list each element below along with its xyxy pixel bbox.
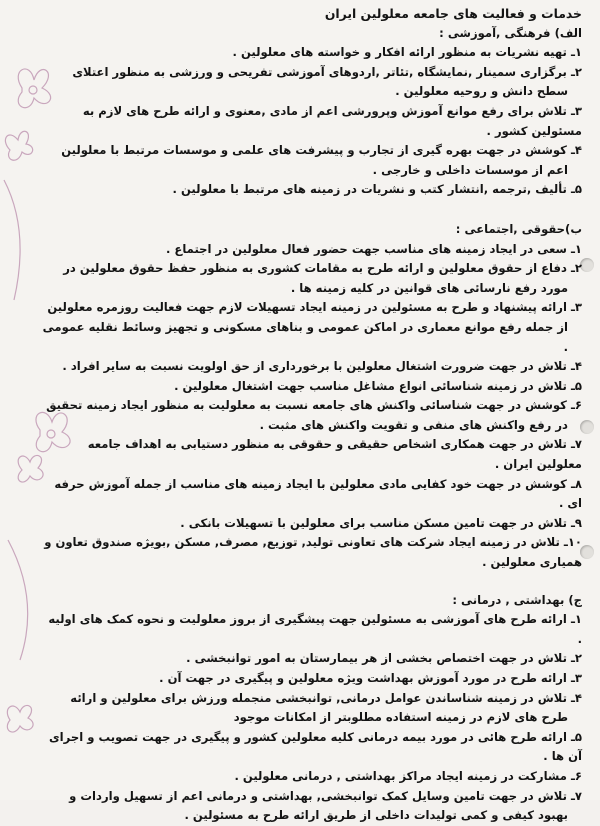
list-item: ۹ـ تلاش در جهت تامین مسکن مناسب برای معلولین با تسهیلات بانکی . bbox=[180, 515, 582, 530]
list-item: ۸ـ کوشش در جهت خود کفایی مادی معلولین با ایجاد زمینه های مناسب از جمله آموزش حرفه ای . bbox=[54, 476, 582, 511]
list-item: ۵ـ ارائه طرح هائی در مورد بیمه درمانی کلیه معلولین کشور و پیگیری در جهت تصویب و اجرای آن ها . bbox=[49, 729, 582, 764]
list-item: ۱ـ تهیه نشریات به منظور ارائه افکار و خواسته های معلولین . bbox=[232, 45, 582, 60]
list-item: ۷ـ تلاش در جهت تامین وسایل کمک توانبخشی, بهداشتی و درمانی اعم از تسهیل واردات و بهبود کیفی و کمی تولیدات داخلی از طریق ارائه طرح به مسئولین . bbox=[69, 788, 582, 823]
list-item: ۱ـ ارائه طرح های آموزشی به مسئولین جهت پیشگیری از بروز معلولیت و نحوه کمک های اولیه . bbox=[48, 612, 582, 646]
list-item: ۶ـ مشارکت در زمینه ایجاد مراکز بهداشتی , درمانی معلولین . bbox=[234, 768, 582, 783]
page-title: خدمات و فعالیت های جامعه معلولین ایران bbox=[324, 6, 582, 21]
list-item: ۵ـ تلاش در زمینه شناسائی انواع مشاغل مناسب جهت اشتغال معلولین . bbox=[174, 378, 582, 393]
binder-hole bbox=[580, 258, 594, 272]
list-item: ۳ـ تلاش برای رفع موانع آموزش وپرورشی اعم از مادی ,معنوی و ارائه طرح های لازم به مسئولین کشور . bbox=[82, 103, 582, 138]
section-heading: الف) فرهنگی ,آموزشی : bbox=[439, 25, 582, 40]
document-body bbox=[40, 4, 582, 826]
list-item: ۲ـ تلاش در جهت اختصاص بخشی از هر بیمارستان به امور توانبخشی . bbox=[186, 651, 582, 666]
list-item: ۲ـ دفاع از حقوق معلولین و ارائه طرح به مقامات کشوری به منظور حفظ حقوق معلولین در مورد رفع نارسائی های قوانین در کلیه زمینه ها . bbox=[63, 261, 582, 295]
list-item: ۴ـ کوشش در جهت بهره گیری از تجارب و پیشرفت های علمی و موسسات مرتبط با معلولین اعم از موسسات داخلی و خارجی . bbox=[61, 143, 582, 177]
list-item: ۴ـ تلاش در جهت ضرورت اشتغال معلولین با برخورداری از حق اولویت نسبت به سایر افراد . bbox=[62, 359, 582, 374]
list-item: ۶ـ کوشش در جهت شناسائی واکنش های جامعه نسبت به معلولیت به منظور ایجاد زمینه تحقیق در رفع واکنش های منفی و تقویت واکنش های مثبت . bbox=[46, 398, 582, 432]
section-heading: ج) بهداشتی , درمانی : bbox=[452, 592, 582, 607]
list-item: ۳ـ ارائه پیشنهاد و طرح به مسئولین در زمینه ایجاد تسهیلات لازم جهت فعالیت روزمره معلولین از جمله رفع موانع معماری در اماکن عمومی و بناهای مسکونی و تجهیز وسائط نقلیه عمومی . bbox=[42, 300, 582, 354]
binder-hole bbox=[580, 420, 594, 434]
list-item: ۵ـ تألیف ,ترجمه ,انتشار کتب و نشریات در زمینه های مرتبط با معلولین . bbox=[172, 182, 582, 197]
list-item: ۷ـ تلاش در جهت همکاری اشخاص حقیقی و حقوقی به منظور دستیابی به اهداف جامعه معلولین ایران . bbox=[87, 437, 582, 472]
list-item: ۱۰ـ تلاش در زمینه ایجاد شرکت های تعاونی تولید, توزیع, مصرف, مسکن ,بویژه صندوق تعاون و همیاری معلولین . bbox=[44, 535, 582, 570]
list-item: ۴ـ تلاش در زمینه شناساندن عوامل درمانی, توانبخشی منجمله ورزش برای معلولین و ارائه طرح های لازم در زمینه استفاده مطلوبتر از امکانات موجود bbox=[70, 690, 582, 725]
binder-hole bbox=[580, 545, 594, 559]
list-item: ۱ـ سعی در ایجاد زمینه های مناسب جهت حضور فعال معلولین در اجتماع . bbox=[165, 241, 582, 256]
section-heading: ب)حقوقی ,اجتماعی : bbox=[455, 221, 582, 236]
list-item: ۲ـ برگزاری سمینار ,نمایشگاه ,تئاتر ,اردوهای آموزشی تفریحی و ورزشی به منظور اعتلای سطح دانش و روحیه معلولین . bbox=[72, 64, 582, 99]
list-item: ۳ـ ارائه طرح در مورد آموزش بهداشت ویژه معلولین و پیگیری در جهت آن . bbox=[159, 671, 582, 685]
